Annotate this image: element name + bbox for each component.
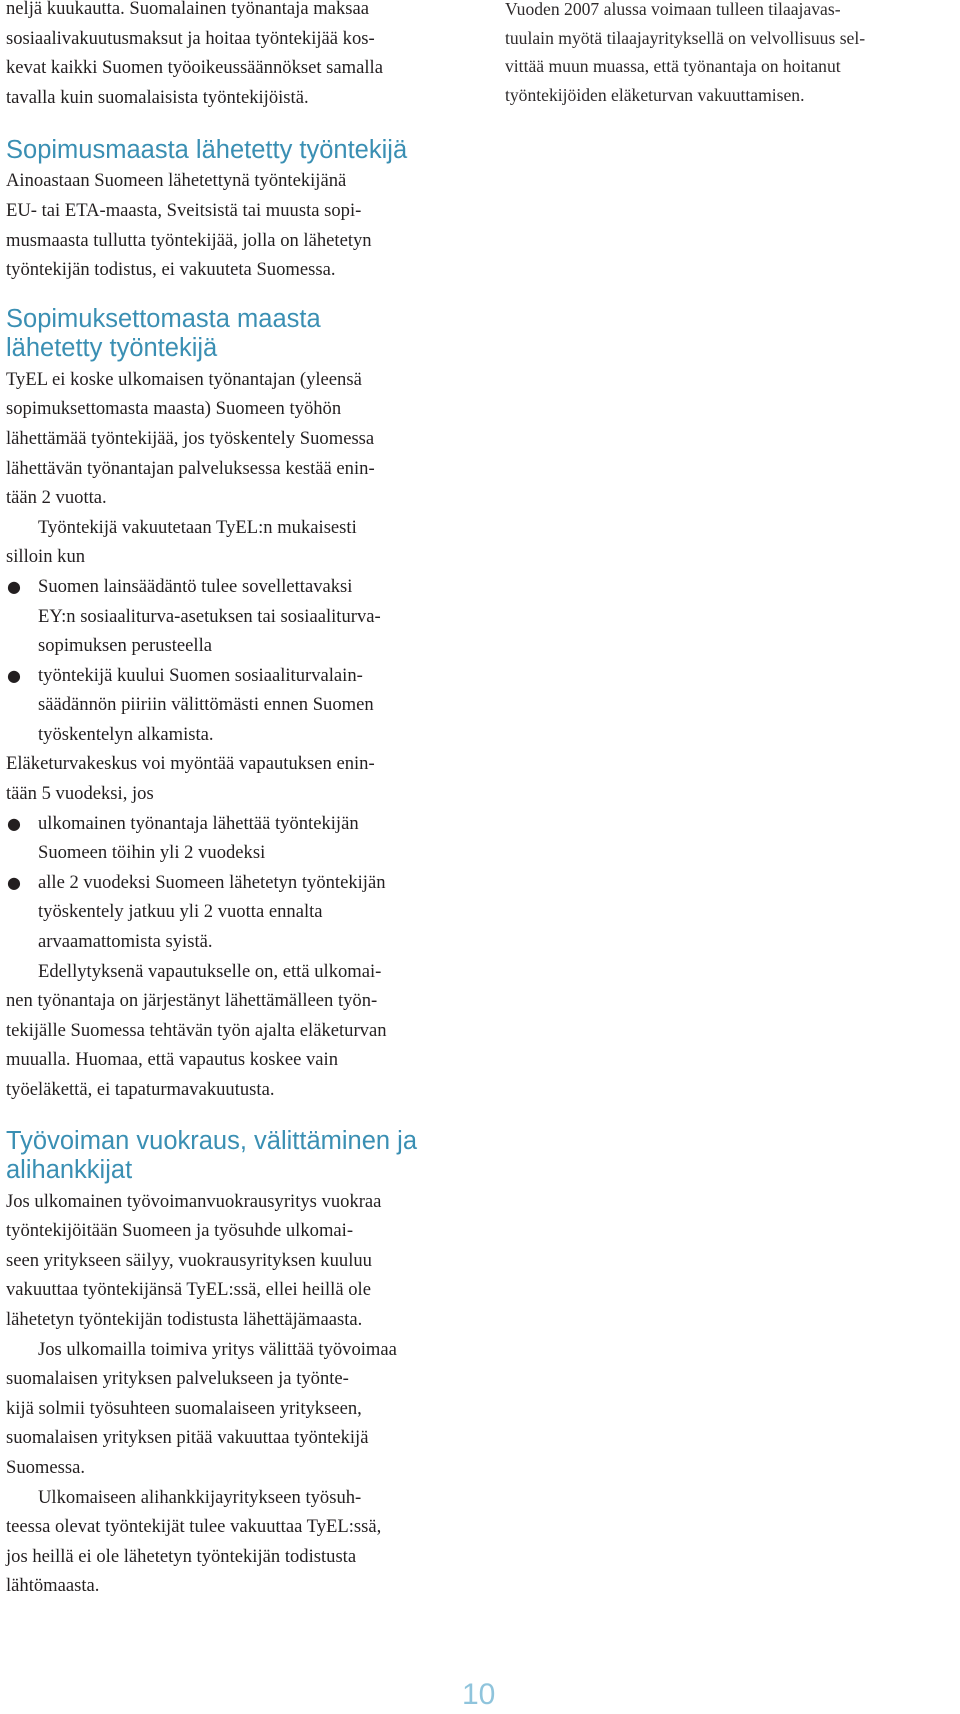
section-heading-sopimusmaasta: Sopimusmaasta lähetetty työntekijä [6, 136, 408, 165]
sopimusmaasta-paragraph: Ainoastaan Suomeen lähetettynä työntekijänä EU- tai ETA-maasta, Sveitsistä tai muusta sopi- musmaasta tullutta työntekijää, jolla on lähetetyn työntekijän todistus, ei vakuuteta Suomessa. [6, 170, 372, 281]
list-item: ● alle 2 vuodeksi Suomeen lähetetyn työntekijän työskentely jatkuu yli 2 vuotta ennalta arvaamattomista syistä. [6, 868, 476, 957]
intro-paragraph: neljä kuukautta. Suomalainen työnantaja maksaa sosiaalivakuutusmaksut ja hoitaa työntekijää kos- kevat kaikki Suomen työoikeussäännökset samalla tavalla kuin suomalaisista työntekijöistä. [6, 0, 383, 108]
section-heading-tyovoiman-vuokraus: Työvoiman vuokraus, välittäminen ja alihankkijat [6, 1126, 418, 1184]
bullet-icon: ● [7, 813, 21, 833]
sopimuksettomasta-paragraph-1: TyEL ei koske ulkomaisen työnantajan (yleensä sopimuksettomasta maasta) Suomeen työhön lähettämää työntekijää, jos työskentely Suomessa lähettävän työnantajan palveluksessa kestää enin- tään 2 vuotta. [6, 368, 375, 509]
tilaajavastuulaki-note: Vuoden 2007 alussa voimaan tulleen tilaajavas- tuulain myötä tilaajayrityksellä on velvollisuus sel- vittää muun muassa, että työnantaja on hoitanut työntekijöiden eläketurvan vakuuttamisen. [505, 0, 866, 105]
sopimuksettomasta-paragraph-4: Edellytyksenä vapautukselle on, että ulkomai- nen työnantaja on järjestänyt lähettämälleen työn- tekijälle Suomessa tehtävän työn ajalta eläketurvan muualla. Huomaa, että vapautus koskee vain työeläkettä, ei tapaturmavakuutusta. [6, 960, 387, 1100]
sopimuksettomasta-paragraph-3: Eläketurvakeskus voi myöntää vapautuksen enin- tään 5 vuodeksi, jos [6, 753, 375, 805]
exemption-list [6, 809, 476, 957]
list-item: ● ulkomainen työnantaja lähettää työntekijän Suomeen töihin yli 2 vuodeksi [6, 809, 476, 868]
left-column [6, 0, 476, 1601]
list-item: ● Suomen lainsäädäntö tulee sovellettavaksi EY:n sosiaaliturva-asetuksen tai sosiaaliturva- sopimuksen perusteella [6, 572, 476, 661]
bullet-icon: ● [7, 576, 21, 596]
list-item: ● työntekijä kuului Suomen sosiaaliturvalain- säädännön piiriin välittömästi ennen Suomen työskentelyn alkamista. [6, 661, 476, 750]
right-column [505, 0, 950, 109]
bullet-icon: ● [7, 665, 21, 685]
vuokraus-paragraph-1: Jos ulkomainen työvoimanvuokrausyritys vuokraa työntekijöitään Suomeen ja työsuhde ulkomai- seen yritykseen säilyy, vuokrausyrityksen kuuluu vakuuttaa työntekijänsä TyEL:ssä, ellei heillä ole lähetetyn työntekijän todistusta lähettäjämaasta. [6, 1190, 382, 1330]
section-heading-sopimuksettomasta: Sopimuksettomasta maasta lähetetty työntekijä [6, 304, 321, 362]
conditions-list [6, 572, 476, 750]
bullet-icon: ● [7, 872, 21, 892]
vuokraus-paragraph-2: Jos ulkomailla toimiva yritys välittää työvoimaa suomalaisen yrityksen palvelukseen ja työnte- kijä solmii työsuhteen suomalaiseen yritykseen, suomalaisen yrityksen pitää vakuuttaa työntekijä Suomessa. [6, 1338, 397, 1478]
vuokraus-paragraph-3: Ulkomaiseen alihankkijayritykseen työsuh- teessa olevat työntekijät tulee vakuuttaa TyEL:ssä, jos heillä ei ole lähetetyn työntekijän todistusta lähtömaasta. [6, 1486, 382, 1597]
page-number: 10 [462, 1678, 496, 1711]
sopimuksettomasta-paragraph-2: Työntekijä vakuutetaan TyEL:n mukaisesti silloin kun [6, 516, 357, 568]
